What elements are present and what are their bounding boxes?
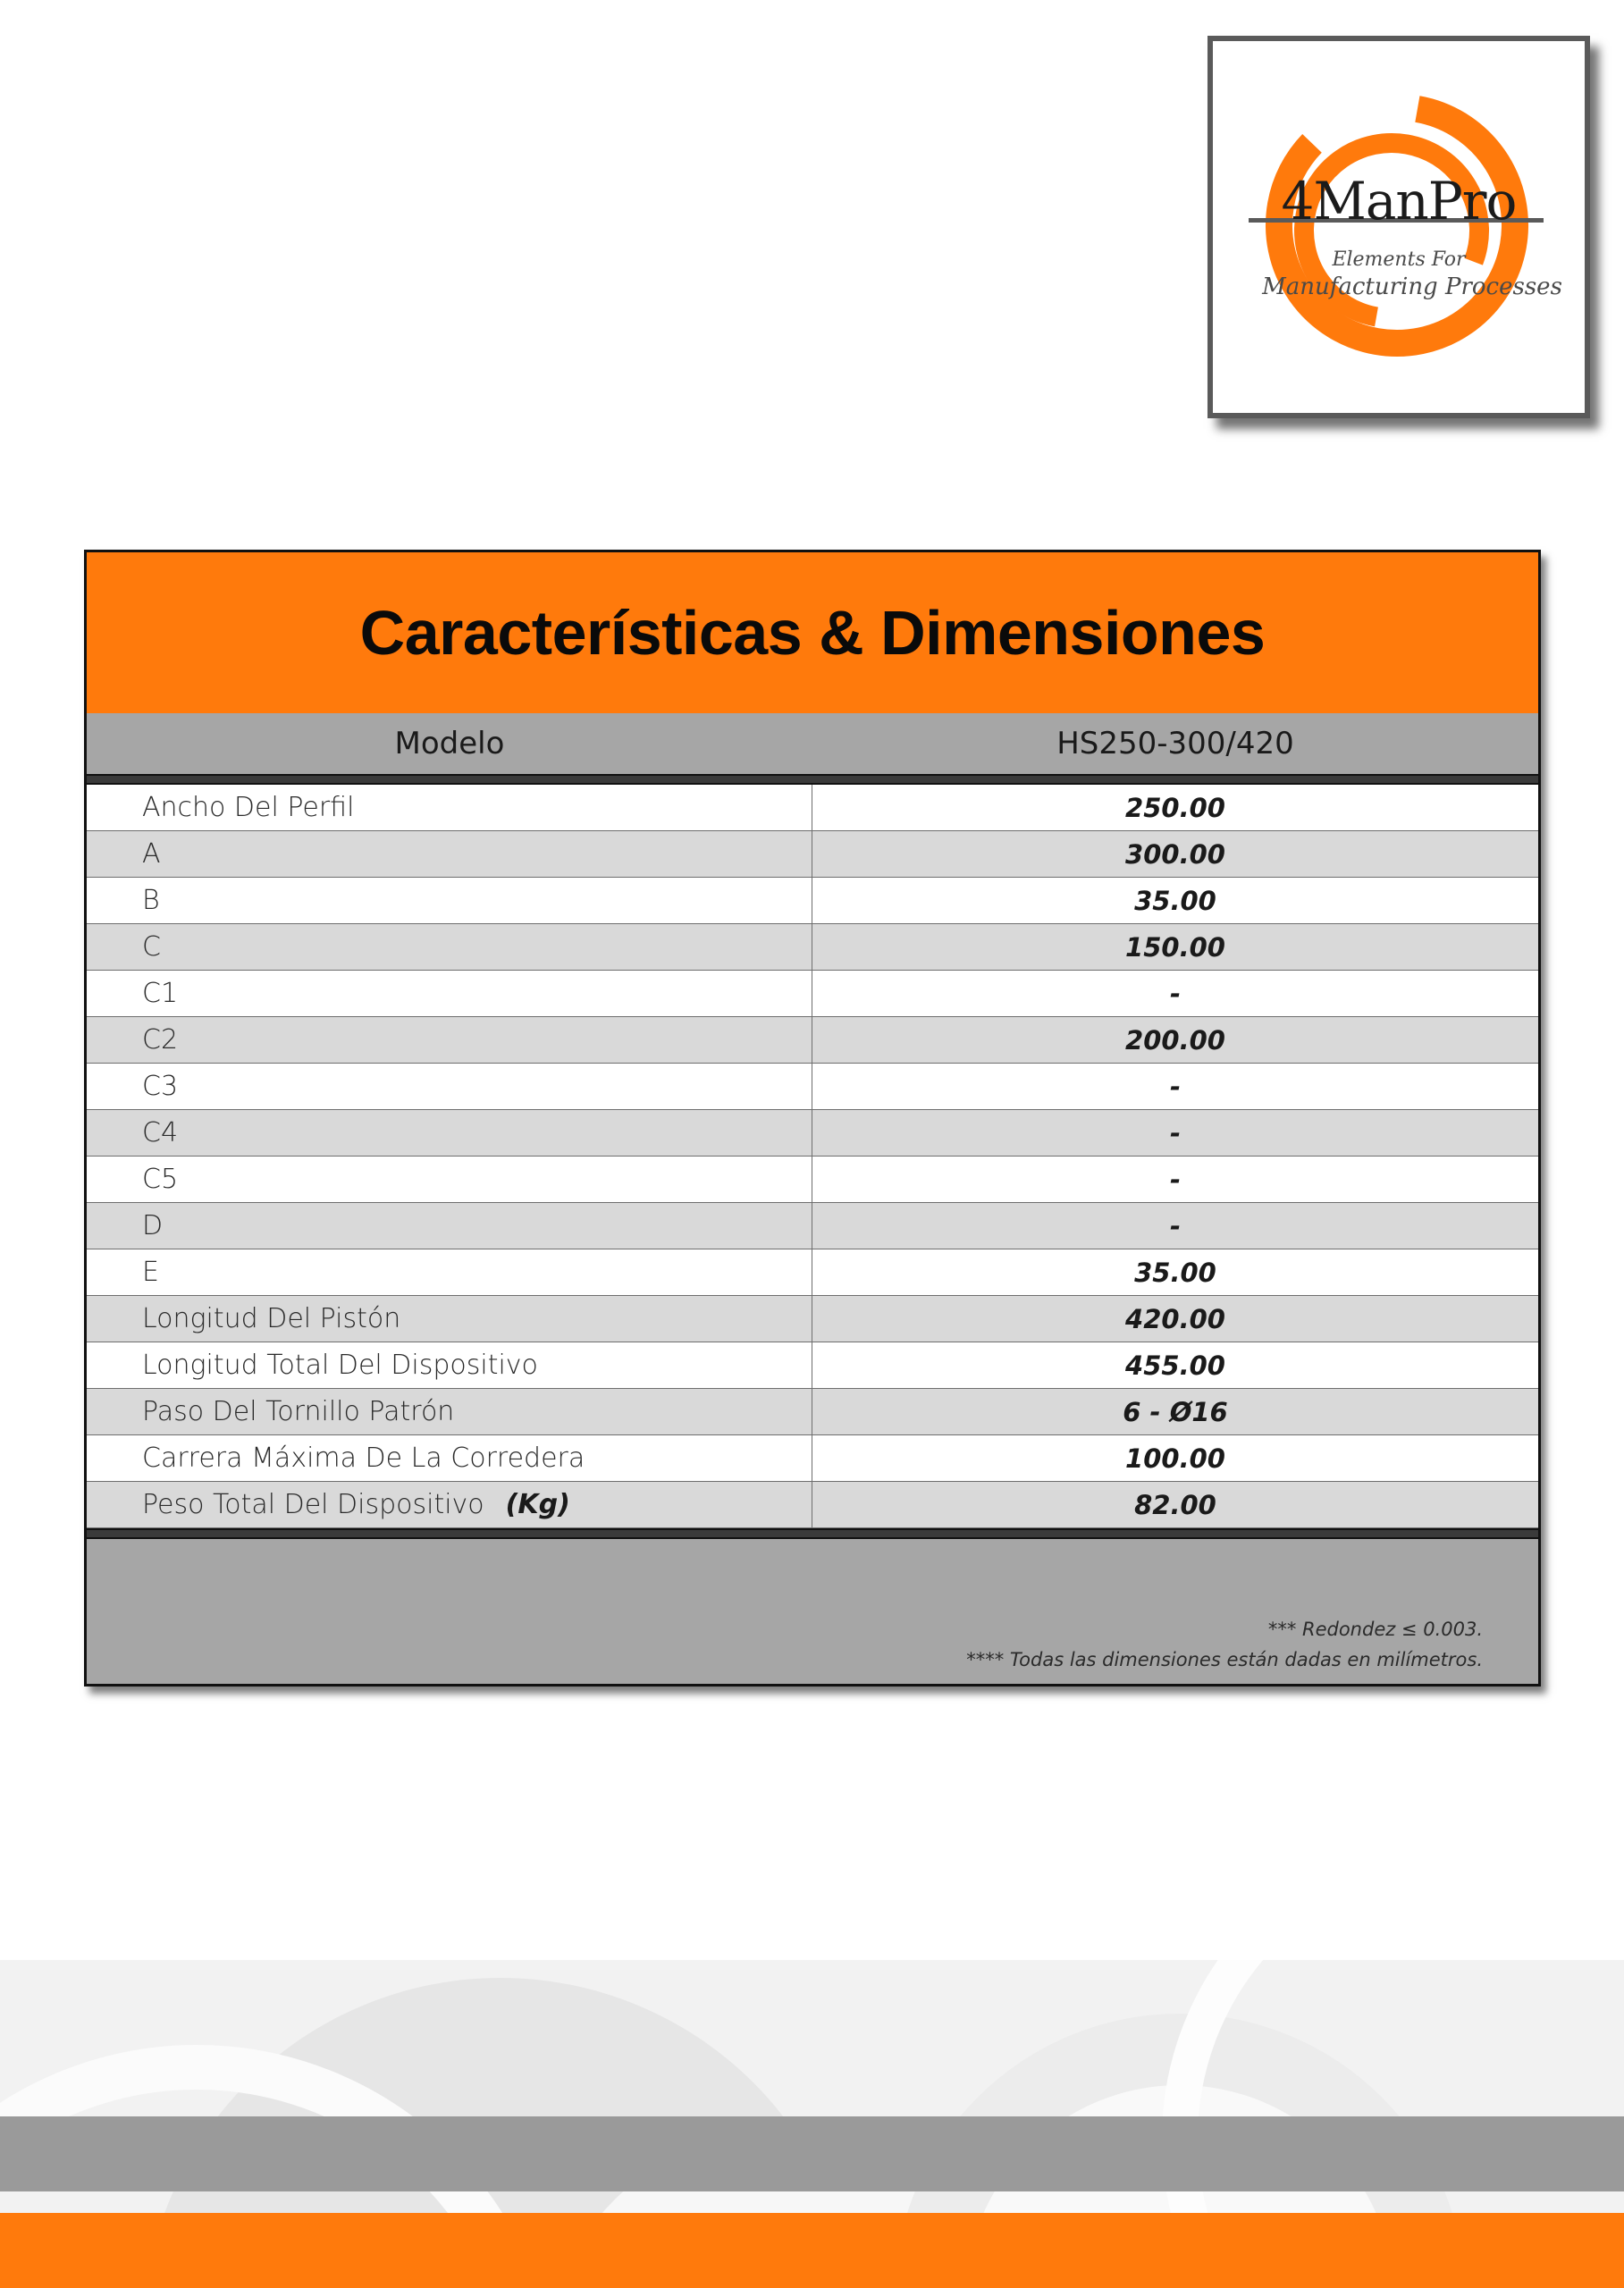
table-row [87,1296,1538,1342]
specs-table [84,550,1541,1687]
row-value: 300.00 [1125,838,1225,870]
row-value: - [1169,1210,1182,1241]
table-row [87,1157,1538,1203]
table-row [87,971,1538,1017]
row-value: 82.00 [1134,1489,1216,1520]
row-value: 200.00 [1125,1024,1225,1056]
row-label: Longitud Total Del Dispositivo [87,1342,812,1388]
row-label: C [87,924,812,970]
row-value: 35.00 [1134,885,1216,916]
table-row [87,1435,1538,1482]
table-header-row [87,713,1538,774]
logo-tagline-1: Elements For [1332,248,1466,271]
row-label-text: Peso Total Del Dispositivo [142,1489,484,1520]
row-value: 420.00 [1125,1303,1225,1334]
footer-gray-band [0,2116,1624,2191]
row-value: 6 - Ø16 [1123,1396,1228,1427]
row-value: - [1169,1071,1182,1102]
row-value: - [1169,978,1182,1009]
table-row [87,1203,1538,1249]
table-row [87,1342,1538,1389]
table-row [87,1249,1538,1296]
row-label: A [87,831,812,877]
table-row [87,1389,1538,1435]
table-row [87,1064,1538,1110]
header-model-value: HS250-300/420 [1056,726,1294,761]
row-value: - [1169,1164,1182,1195]
header-model-label: Modelo [394,726,505,761]
row-label: C1 [87,971,812,1016]
row-label: E [87,1249,812,1295]
table-row [87,1017,1538,1064]
row-value: 35.00 [1134,1257,1216,1288]
table-row [87,785,1538,831]
row-label: Carrera Máxima De La Corredera [87,1435,812,1481]
row-label: C5 [87,1157,812,1202]
table-row [87,878,1538,924]
logo-tagline-2: Manufacturing Processes [1262,273,1562,300]
row-label [87,1482,812,1527]
row-label: Longitud Del Pistón [87,1296,812,1342]
table-notes [966,1614,1483,1675]
table-row [87,924,1538,971]
row-value: 250.00 [1125,792,1225,823]
company-logo [1207,36,1590,418]
table-row [87,1110,1538,1157]
row-label: B [87,878,812,923]
note-units: **** Todas las dimensiones están dadas en milímetros. [966,1649,1483,1670]
note-roundness: *** Redondez ≤ 0.003. [1267,1619,1483,1640]
header-divider [87,774,1538,785]
table-body [87,785,1538,1528]
table-row [87,1482,1538,1528]
row-value: 100.00 [1125,1443,1225,1474]
table-row [87,831,1538,878]
row-label: C4 [87,1110,812,1156]
footer-orange-band [0,2213,1624,2288]
row-label-unit: (Kg) [505,1489,570,1520]
row-value: 150.00 [1125,931,1225,963]
logo-brand-text: 4ManPro [1281,171,1517,231]
footer-divider [87,1528,1538,1539]
row-label: C2 [87,1017,812,1063]
row-label: D [87,1203,812,1249]
row-label: Paso Del Tornillo Patrón [87,1389,812,1434]
row-value: - [1169,1117,1182,1148]
row-label: C3 [87,1064,812,1109]
row-value: 455.00 [1125,1350,1225,1381]
table-title: Características & Dimensiones [87,552,1538,713]
row-label: Ancho Del Perfil [87,785,812,830]
